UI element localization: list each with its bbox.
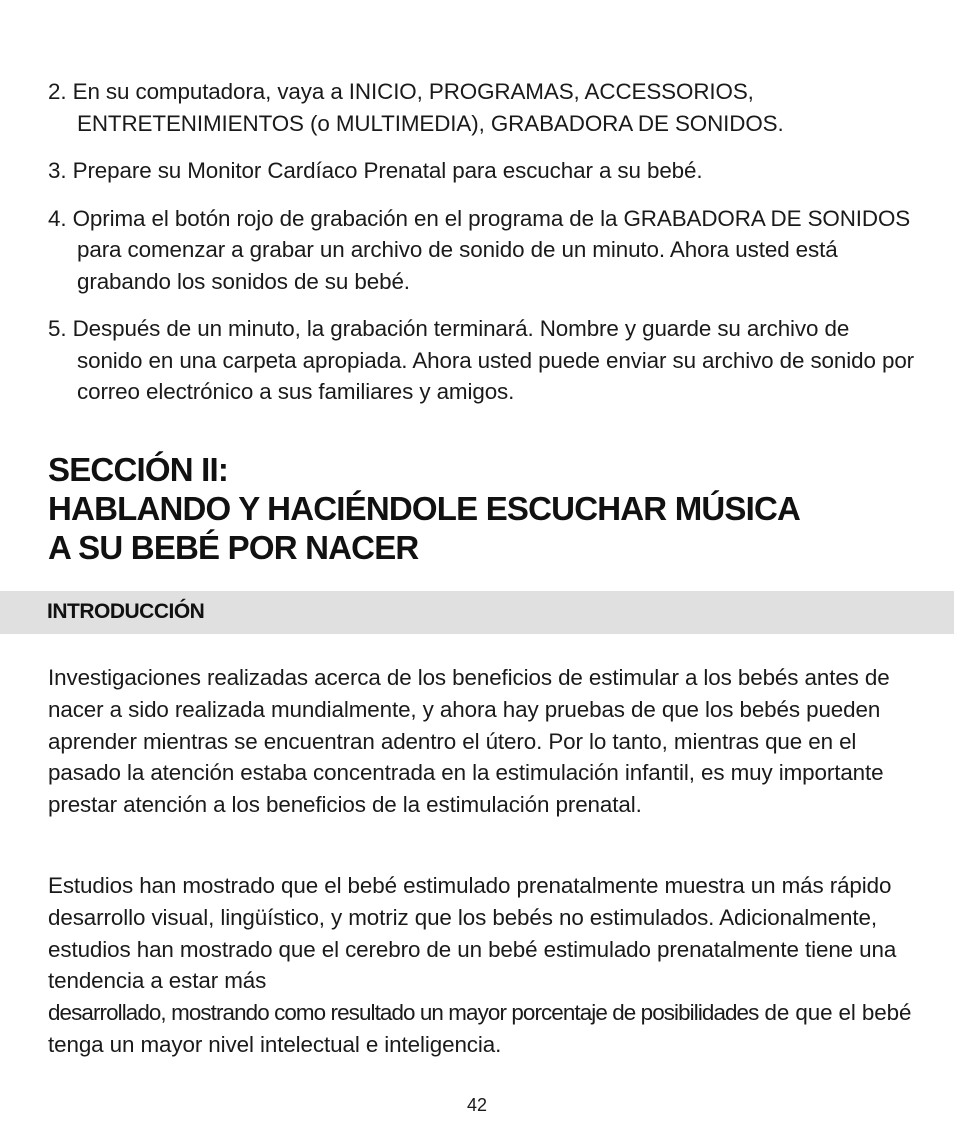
introduction-paragraph-2 <box>48 870 918 1078</box>
introduction-heading-bar <box>0 591 954 634</box>
section-title-line: A SU BEBÉ POR NACER <box>48 529 419 566</box>
page-number: 42 <box>466 1095 488 1115</box>
step-item <box>48 203 918 298</box>
step-text: En su computadora, vaya a INICIO, PROGRAMAS, ACCESSORIOS, ENTRETENIMIENTOS (o MULTIMEDIA), GRABADORA DE SONIDOS. <box>72 79 784 136</box>
paragraph-text: Investigaciones realizadas acerca de los beneficios de estimular a los bebés antes de nacer a sido realizada mundialmente, y ahora hay pruebas de que los bebés pueden aprender mientras se encuentran adentro el útero. Por lo tanto, mientras que en el pasado la atención estaba concentrada en la estimulación infantil, es muy importante prestar atención a los beneficios de la estimulación prenatal. <box>48 665 890 818</box>
step-text: Después de un minuto, la grabación terminará. Nombre y guarde su archivo de sonido en una carpeta apropiada. Ahora usted puede enviar su archivo de sonido por correo electrónico a sus familiares y amigos. <box>72 316 915 404</box>
step-item <box>48 76 918 139</box>
step-number: 2. <box>48 79 67 104</box>
introduction-paragraph-1 <box>48 662 918 838</box>
section-title-line: SECCIÓN II: <box>48 451 229 488</box>
paragraph-part-condensed: desarrollado, mostrando como resultado un mayor porcentaje de posibilidades <box>48 1000 759 1026</box>
step-item <box>48 313 918 408</box>
introduction-heading: INTRODUCCIÓN <box>47 600 205 623</box>
step-item <box>48 155 918 187</box>
step-number: 4. <box>48 205 67 231</box>
numbered-steps <box>48 76 918 424</box>
section-title-line: HABLANDO Y HACIÉNDOLE ESCUCHAR MÚSICA <box>48 490 801 527</box>
step-number: 3. <box>48 158 67 183</box>
step-text: Oprima el botón rojo de grabación en el programa de la GRABADORA DE SONIDOS para comenzar a grabar un archivo de sonido de un minuto. Ahora usted está grabando los sonidos de su bebé. <box>72 205 911 294</box>
step-number: 5. <box>48 316 67 341</box>
section-title <box>48 450 928 567</box>
paragraph-text <box>48 870 918 1061</box>
paragraph-part: Estudios han mostrado que el bebé estimulado prenatalmente muestra un más rápido desarrollo visual, lingüístico, y motriz que los bebés no estimulados. Adicionalmente, estudios han mostrado que el cerebro de un bebé estimulado prenatalmente tiene una tendencia a estar más <box>48 873 897 994</box>
step-text: Prepare su Monitor Cardíaco Prenatal para escuchar a su bebé. <box>72 158 703 183</box>
paragraph-part: de que el bebé tenga un mayor nivel intelectual e inteligencia. <box>48 1000 912 1057</box>
